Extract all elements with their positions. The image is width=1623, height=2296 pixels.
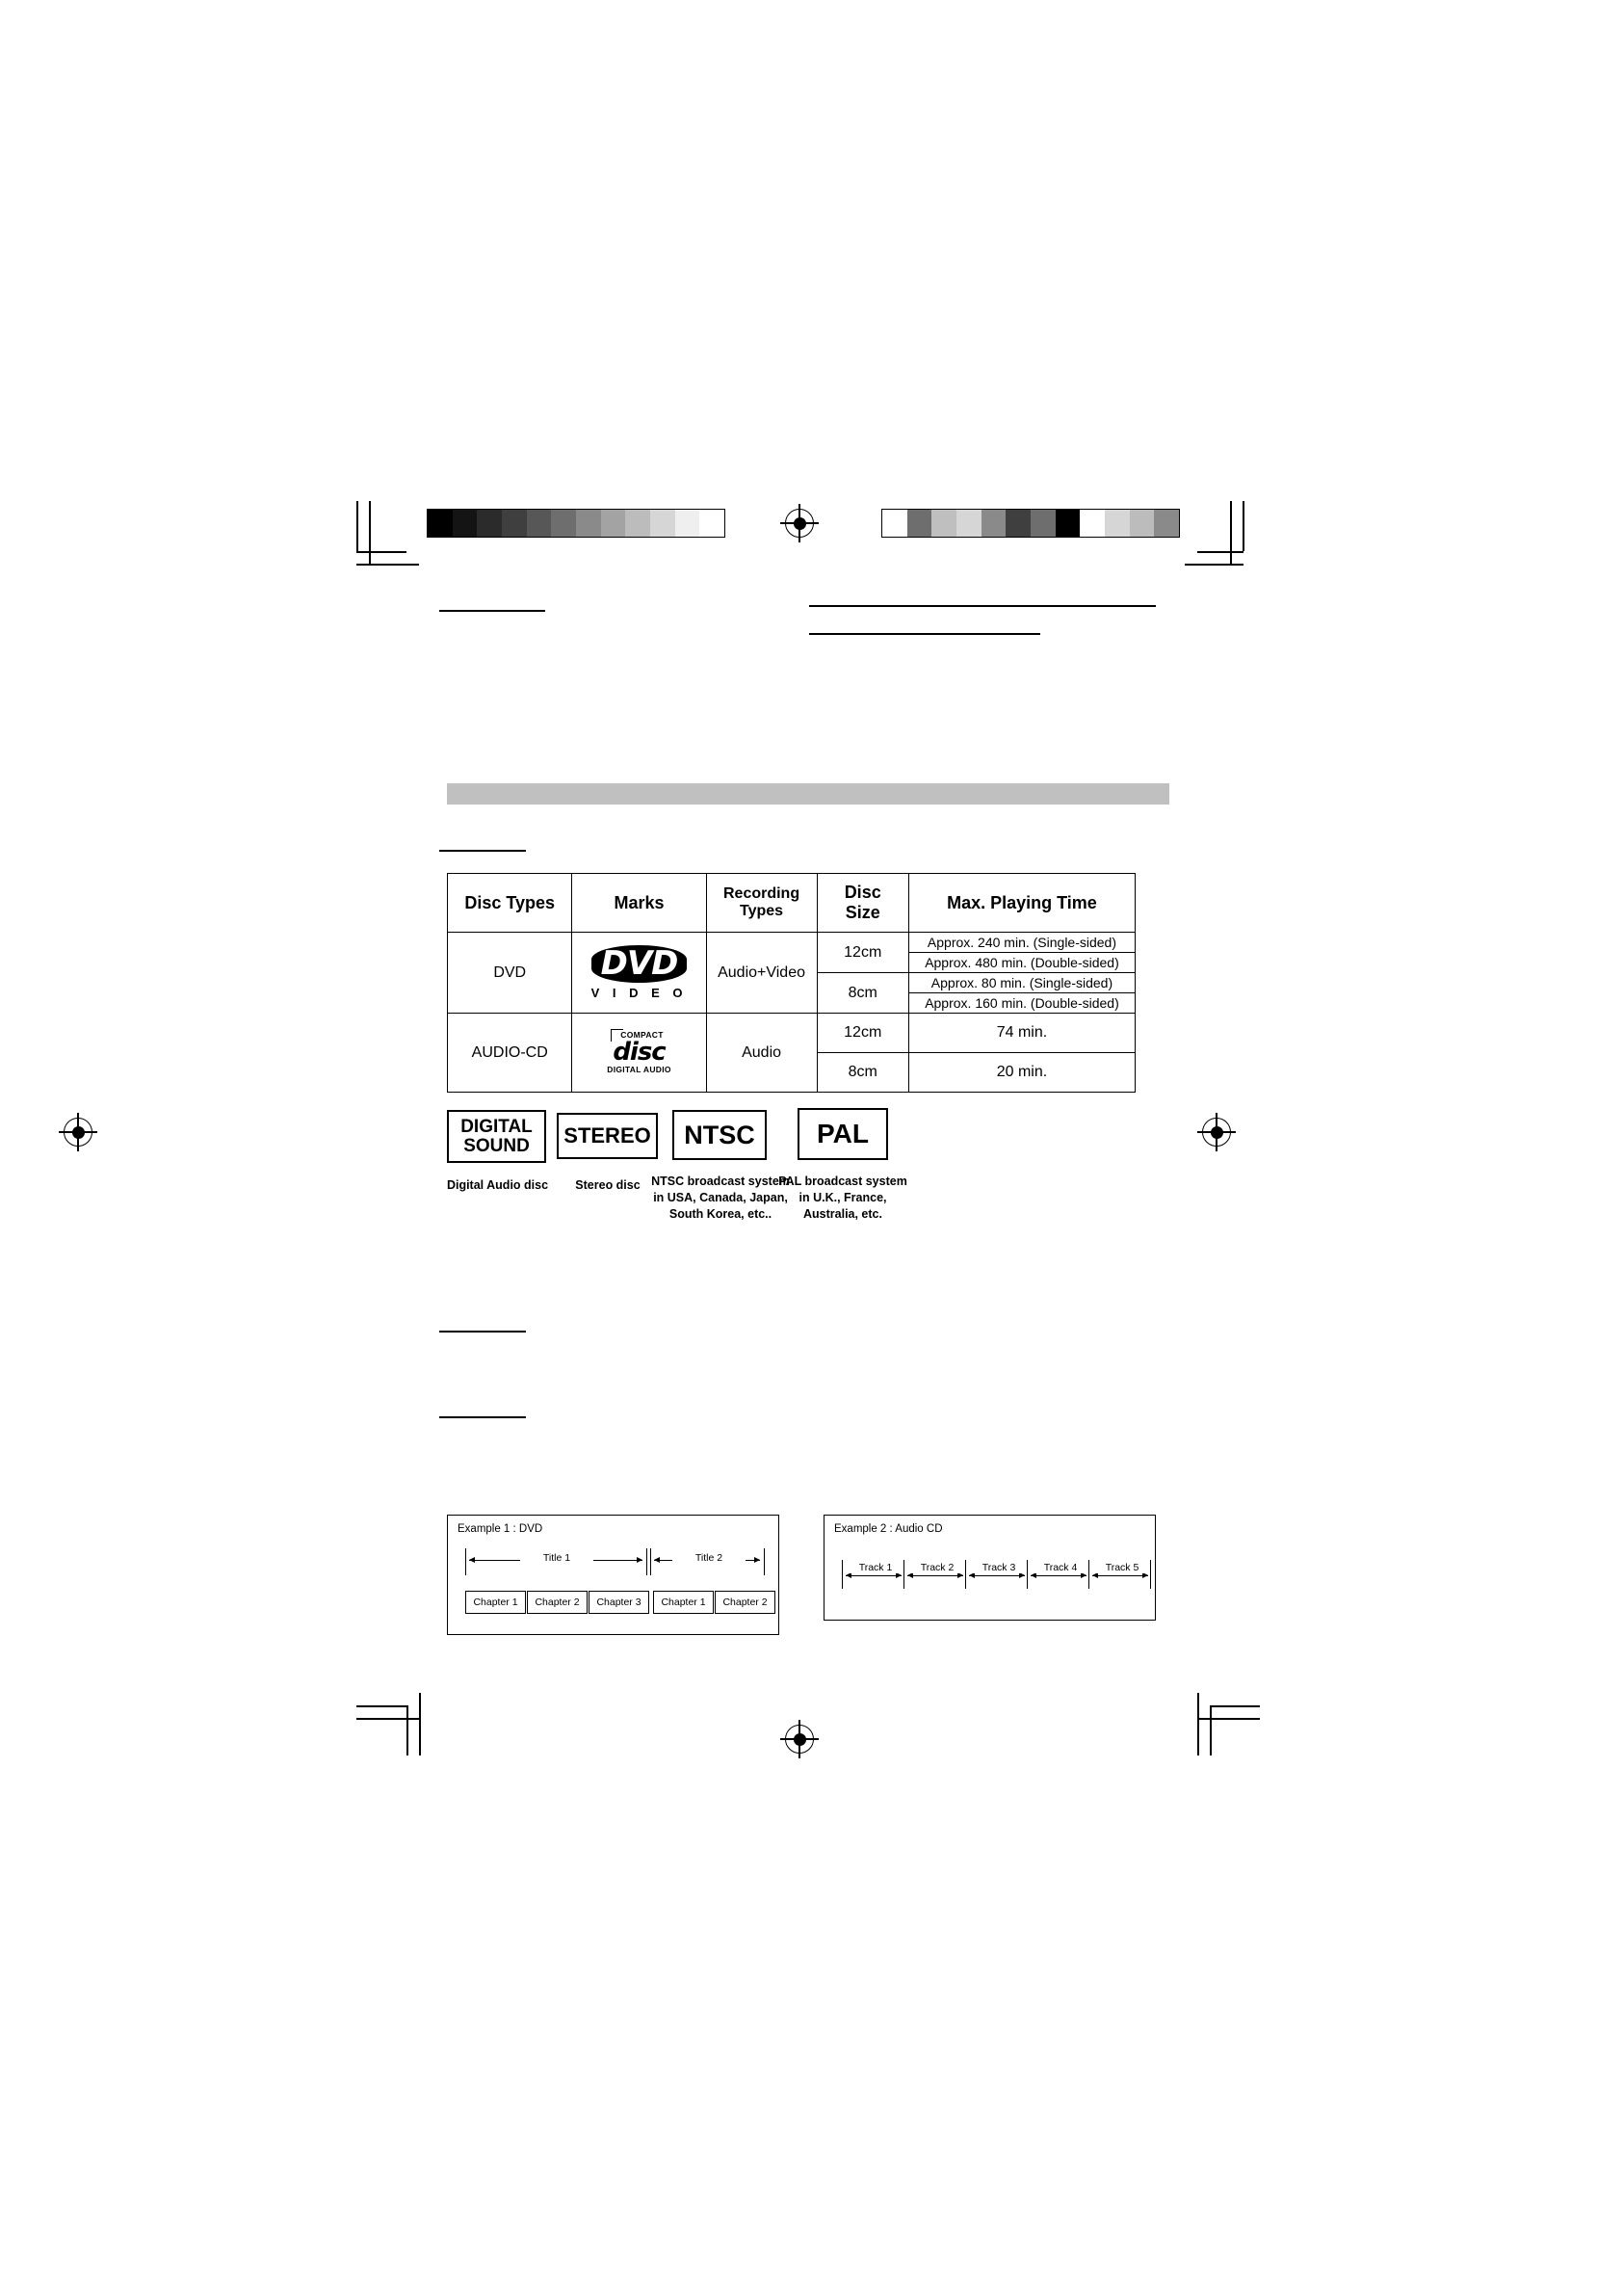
table-header-row — [448, 874, 1136, 933]
cell-disc-type-audio-cd: AUDIO-CD — [448, 1014, 572, 1093]
chapter-segment: Chapter 2 — [715, 1591, 775, 1614]
crop-mark-bottom-right — [1197, 1705, 1255, 1782]
header-underline-left — [439, 610, 545, 612]
digital-sound-line2: SOUND — [463, 1135, 530, 1156]
ntsc-label: NTSC — [684, 1120, 755, 1149]
section-heading-band — [447, 783, 1169, 805]
col-header-max-playing-time: Max. Playing Time — [908, 874, 1135, 933]
grayscale-calibration-bar-right — [881, 509, 1180, 538]
cell-disc-size-cd-8cm: 8cm — [817, 1053, 908, 1093]
registration-target-bottom-center — [785, 1725, 814, 1754]
col-header-recording-types: Recording Types — [706, 874, 817, 933]
cell-playing-time: 74 min. — [908, 1014, 1135, 1053]
divider-tick — [465, 1548, 466, 1575]
cell-playing-time: Approx. 240 min. (Single-sided) — [908, 933, 1135, 953]
track-4-arrow — [1031, 1575, 1086, 1576]
subsection-underline-3 — [439, 1416, 526, 1418]
col-header-disc-types: Disc Types — [448, 874, 572, 933]
cell-playing-time: Approx. 160 min. (Double-sided) — [908, 993, 1135, 1014]
chapter-segment: Chapter 2 — [527, 1591, 588, 1614]
mark-caption-pal — [774, 1174, 911, 1223]
registration-target-left-middle — [64, 1118, 92, 1147]
dvd-video-logo-icon — [591, 945, 688, 999]
example-box-audio-cd — [824, 1515, 1156, 1621]
cell-playing-time: Approx. 480 min. (Double-sided) — [908, 953, 1135, 973]
dvd-logo-top-text: DVD — [591, 945, 688, 983]
cd-logo-compact-text: COMPACT — [620, 1030, 664, 1041]
header-underline-right-short — [809, 633, 1040, 635]
track-1-arrow — [846, 1575, 902, 1576]
caption-text: Digital Audio disc — [446, 1178, 549, 1192]
col-header-disc-size: Disc Size — [817, 874, 908, 933]
cell-mark-dvd — [572, 933, 706, 1014]
registration-target-right-middle — [1202, 1118, 1231, 1147]
example-1-title: Example 1 : DVD — [458, 1523, 543, 1535]
registration-target-top-center — [785, 509, 814, 538]
cell-disc-size-dvd-8cm: 8cm — [817, 973, 908, 1014]
mark-box-stereo — [557, 1113, 658, 1159]
divider-tick — [650, 1548, 651, 1575]
mark-caption-ntsc — [647, 1174, 794, 1223]
track-5-arrow — [1092, 1575, 1148, 1576]
col-header-marks: Marks — [572, 874, 706, 933]
cell-playing-time: 20 min. — [908, 1053, 1135, 1093]
crop-mark-top-left — [356, 501, 414, 578]
title-2-label: Title 2 — [672, 1552, 746, 1564]
cell-recording-type-dvd: Audio+Video — [706, 933, 817, 1014]
cell-recording-type-audio-cd: Audio — [706, 1014, 817, 1093]
cd-logo-digital-audio-text: DIGITAL AUDIO — [607, 1064, 671, 1074]
cd-logo-disc-text: disc — [613, 1037, 666, 1067]
divider-tick — [646, 1548, 647, 1575]
track-3-arrow — [969, 1575, 1025, 1576]
stereo-label: STEREO — [563, 1123, 651, 1148]
chapter-segment: Chapter 1 — [465, 1591, 526, 1614]
divider-tick — [842, 1560, 843, 1589]
digital-sound-line1: DIGITAL — [460, 1116, 533, 1137]
caption-text: NTSC broadcast system in USA, Canada, Japan, South Korea, etc.. — [651, 1174, 790, 1221]
example-box-dvd — [447, 1515, 779, 1635]
cell-disc-type-dvd: DVD — [448, 933, 572, 1014]
cell-disc-size-dvd-12cm: 12cm — [817, 933, 908, 973]
caption-text: Stereo disc — [575, 1178, 641, 1192]
mark-box-digital-sound — [447, 1110, 546, 1163]
track-2-label: Track 2 — [907, 1562, 967, 1573]
cell-disc-size-cd-12cm: 12cm — [817, 1014, 908, 1053]
chapter-segment: Chapter 3 — [589, 1591, 649, 1614]
cell-playing-time: Approx. 80 min. (Single-sided) — [908, 973, 1135, 993]
pal-label: PAL — [817, 1119, 869, 1148]
grayscale-calibration-bar-left — [427, 509, 725, 538]
track-4-label: Track 4 — [1031, 1562, 1090, 1573]
mark-box-ntsc — [672, 1110, 767, 1160]
subsection-underline-2 — [439, 1331, 526, 1333]
divider-tick — [1088, 1560, 1089, 1589]
divider-tick — [764, 1548, 765, 1575]
track-3-label: Track 3 — [969, 1562, 1029, 1573]
crop-mark-bottom-left — [356, 1705, 414, 1782]
track-1-label: Track 1 — [846, 1562, 905, 1573]
track-2-arrow — [907, 1575, 963, 1576]
track-5-label: Track 5 — [1092, 1562, 1152, 1573]
disc-types-table — [447, 873, 1136, 1093]
example-2-title: Example 2 : Audio CD — [834, 1523, 943, 1535]
crop-mark-top-right — [1197, 501, 1255, 578]
header-underline-right-long — [809, 605, 1156, 607]
divider-tick — [965, 1560, 966, 1589]
divider-tick — [903, 1560, 904, 1589]
subsection-underline-1 — [439, 850, 526, 852]
chapter-segment: Chapter 1 — [653, 1591, 714, 1614]
cell-mark-audio-cd — [572, 1014, 706, 1093]
caption-text: PAL broadcast system in U.K., France, Australia, etc. — [778, 1174, 907, 1221]
dvd-logo-bottom-text: V I D E O — [590, 985, 688, 1000]
mark-box-pal — [798, 1108, 888, 1160]
table-row — [448, 933, 1136, 953]
compact-disc-digital-audio-logo-icon — [607, 1029, 671, 1074]
divider-tick — [1150, 1560, 1151, 1589]
table-row — [448, 1014, 1136, 1053]
title-1-label: Title 1 — [520, 1552, 593, 1564]
divider-tick — [1027, 1560, 1028, 1589]
